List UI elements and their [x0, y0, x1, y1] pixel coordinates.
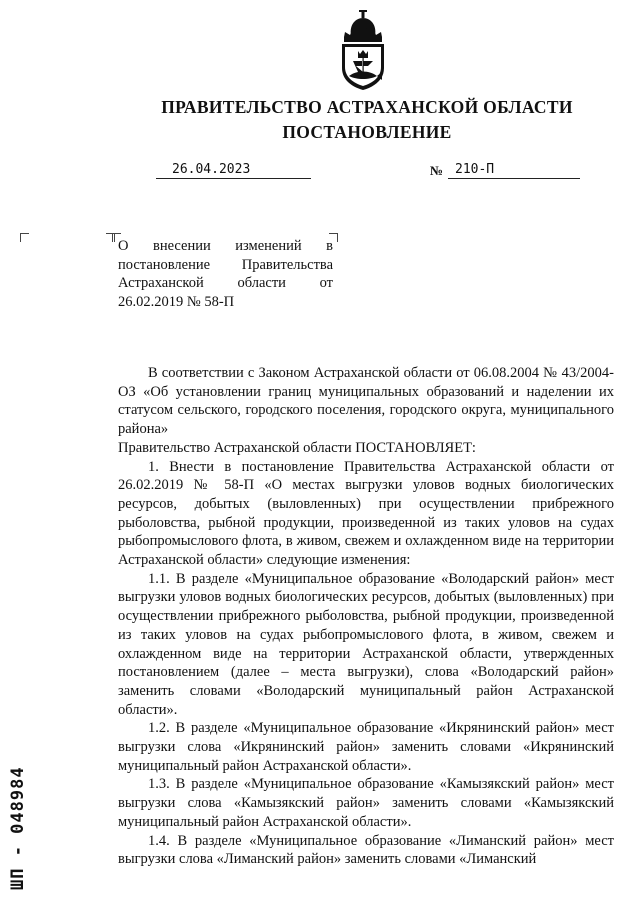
resolution-clause: Правительство Астраханской области ПОСТАНОВЛЯЕТ: — [118, 439, 476, 456]
body-paragraph: 1.3. В разделе «Муниципальное образование «Камызякский район» мест выгрузки слова «Камызякский район» заменить словами «Камызякский муниципальный район Астраханской области». — [118, 776, 614, 830]
body-paragraph: В соответствии с Законом Астраханской области от 06.08.2004 № 43/2004-ОЗ «Об установлении границ муниципальных образований и наделении их статусом сельского, городского поселения, городского округа, муниципального района» — [118, 365, 614, 438]
coat-of-arms-icon — [336, 10, 390, 92]
body-paragraph: 1.4. В разделе «Муниципальное образование «Лиманский район» мест выгрузки слова «Лиманский район» заменить словами «Лиманский — [118, 832, 614, 868]
document-body — [118, 364, 614, 869]
body-paragraph: 1.1. В разделе «Муниципальное образование «Володарский район» мест выгрузки уловов водных биологических ресурсов, добытых (выловленных) при осуществлении прибрежного рыболовства, рыбной продукции, произведенной из таких уловов на судах рыбопромыслового флота, в живом, свежем и охлажденном виде на территории Астраханской области, утвержденных постановлением (далее – места выгрузки), слова «Володарский район» заменить словами «Володарский муниципальный район Астраханской области». — [118, 570, 614, 718]
number-sign: № — [430, 163, 444, 178]
government-title: ПРАВИТЕЛЬСТВО АСТРАХАНСКОЙ ОБЛАСТИ — [161, 97, 573, 117]
document-number: 210-П — [455, 162, 495, 177]
form-serial-number: ШП - 048984 — [8, 766, 28, 890]
document-subject: О внесении изменений в постановление Правительства Астраханской области от 26.02.2019 № 58-П — [118, 238, 333, 311]
document-type: ПОСТАНОВЛЕНИЕ — [282, 122, 452, 142]
body-paragraph: 1.2. В разделе «Муниципальное образование «Икрянинский район» мест выгрузки слова «Икрянинский район» заменить словами «Икрянинский муниципальный район Астраханской области». — [118, 720, 614, 774]
date-underline — [156, 178, 311, 179]
body-paragraph: 1. Внести в постановление Правительства Астраханской области от 26.02.2019 № 58-П «О местах выгрузки уловов водных биологических ресурсов, добытых (выловленных) при осуществлении прибрежного рыболовства, рыбной продукции, произведенной из таких уловов на судах рыбопромыслового флота, в живом, свежем и охлажденном виде на территории Астраханской области» следующие изменения: — [118, 458, 614, 569]
number-underline — [448, 178, 580, 179]
document-date: 26.04.2023 — [172, 162, 251, 177]
corner-mark — [20, 233, 29, 242]
